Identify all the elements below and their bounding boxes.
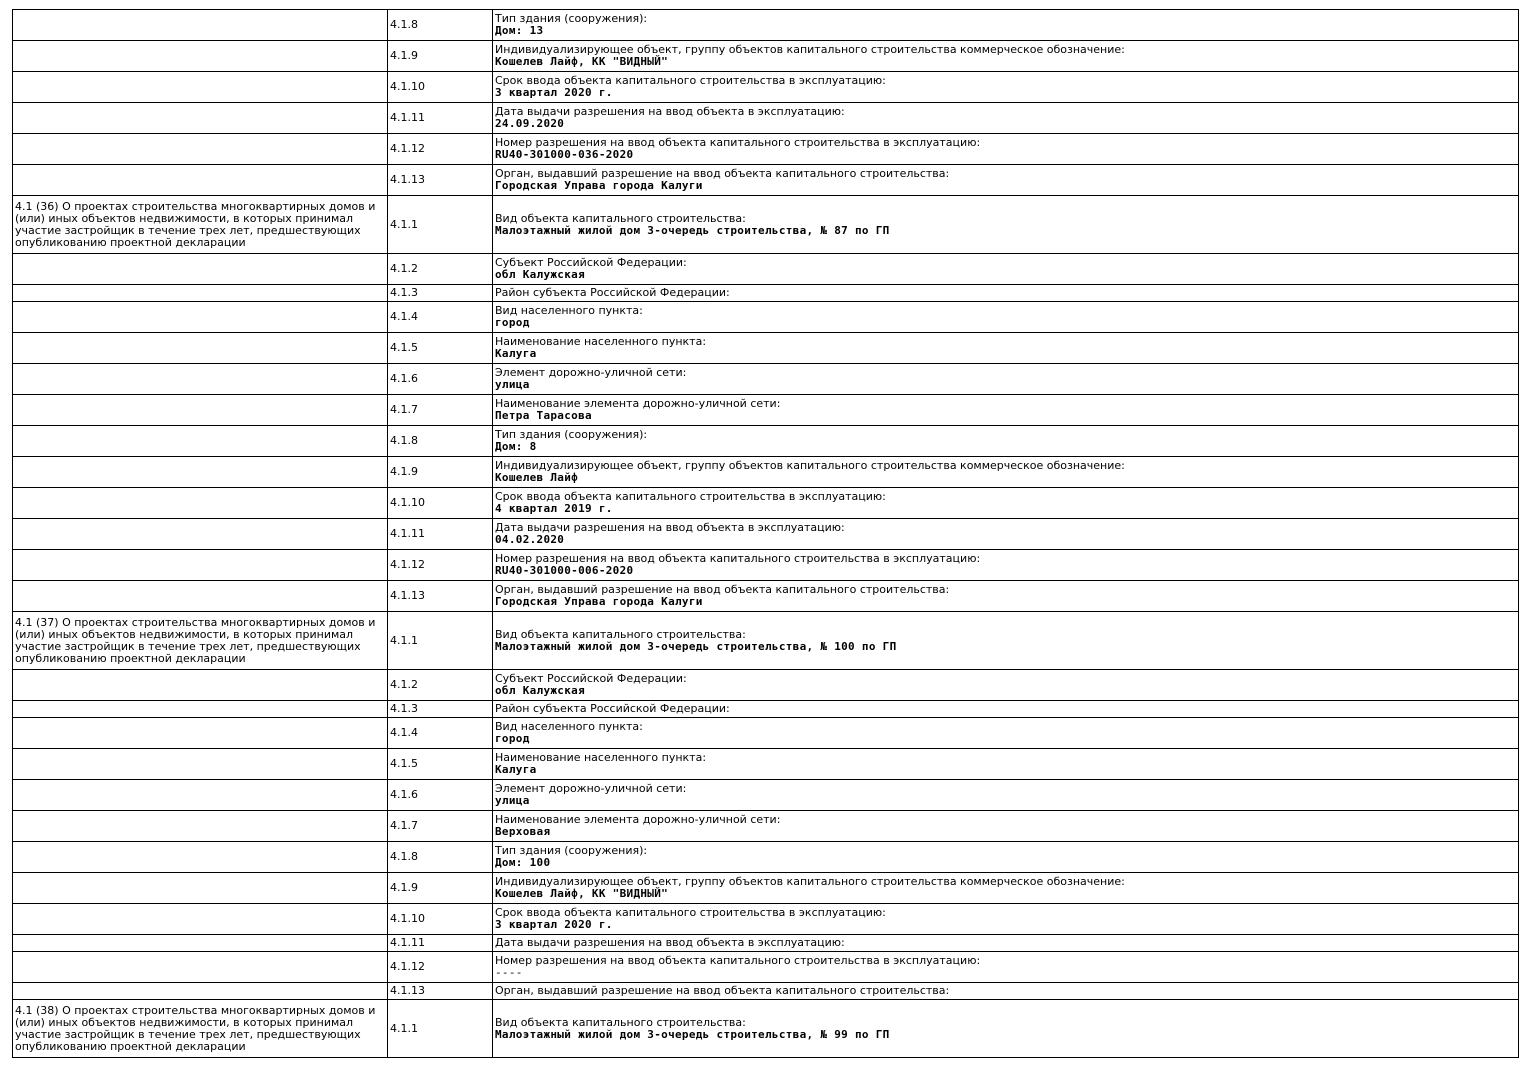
field-label: Район субъекта Российской Федерации: [495, 286, 730, 299]
section-cell [13, 488, 388, 519]
row-field [493, 1000, 1519, 1058]
table-row [13, 457, 1519, 488]
row-field [493, 426, 1519, 457]
field-label: Тип здания (сооружения): [495, 844, 648, 857]
field-label: Тип здания (сооружения): [495, 428, 648, 441]
field-label: Индивидуализирующее объект, группу объектов капитального строительства коммерческое обозначение: [495, 43, 1125, 56]
table-row [13, 10, 1519, 41]
section-cell [13, 426, 388, 457]
section-cell [13, 134, 388, 165]
table-row [13, 72, 1519, 103]
field-label: Наименование элемента дорожно-уличной сети: [495, 813, 781, 826]
table-row [13, 550, 1519, 581]
field-label: Номер разрешения на ввод объекта капитального строительства в эксплуатацию: [495, 136, 981, 149]
row-field [493, 670, 1519, 701]
field-label: Район субъекта Российской Федерации: [495, 702, 730, 715]
section-cell [13, 519, 388, 550]
row-code: 4.1.1 [388, 612, 493, 670]
field-label: Срок ввода объекта капитального строительства в эксплуатацию: [495, 906, 886, 919]
row-code: 4.1.9 [388, 873, 493, 904]
row-code: 4.1.7 [388, 811, 493, 842]
field-label: Номер разрешения на ввод объекта капитального строительства в эксплуатацию: [495, 552, 981, 565]
row-field [493, 701, 1519, 718]
field-label: Вид объекта капитального строительства: [495, 1015, 746, 1029]
section-cell [13, 718, 388, 749]
row-field [493, 811, 1519, 842]
field-label: Срок ввода объекта капитального строительства в эксплуатацию: [495, 74, 886, 87]
section-cell [13, 581, 388, 612]
row-field [493, 333, 1519, 364]
row-field [493, 488, 1519, 519]
row-code: 4.1.2 [388, 254, 493, 285]
row-code: 4.1.5 [388, 333, 493, 364]
field-label: Наименование элемента дорожно-уличной сети: [495, 397, 781, 410]
row-code: 4.1.1 [388, 1000, 493, 1058]
field-value: Малоэтажный жилой дом 3-очередь строительства, № 87 по ГП [495, 223, 890, 237]
field-label: Наименование населенного пункта: [495, 751, 707, 764]
declaration-table-body [13, 10, 1519, 1058]
field-value: RU40-301000-006-2020 [495, 564, 634, 577]
section-cell [13, 842, 388, 873]
table-row [13, 581, 1519, 612]
field-label: Дата выдачи разрешения на ввод объекта в эксплуатацию: [495, 105, 845, 118]
table-row [13, 488, 1519, 519]
table-row [13, 395, 1519, 426]
row-code: 4.1.8 [388, 842, 493, 873]
table-row [13, 612, 1519, 670]
field-value: Петра Тарасова [495, 409, 592, 422]
row-code: 4.1.12 [388, 550, 493, 581]
table-row [13, 41, 1519, 72]
table-row [13, 749, 1519, 780]
row-field [493, 612, 1519, 670]
row-code: 4.1.12 [388, 952, 493, 983]
field-label: Вид объекта капитального строительства: [495, 627, 746, 641]
row-field [493, 780, 1519, 811]
table-row [13, 842, 1519, 873]
row-field [493, 550, 1519, 581]
row-code: 4.1.12 [388, 134, 493, 165]
row-code: 4.1.11 [388, 935, 493, 952]
table-row [13, 165, 1519, 196]
row-field [493, 395, 1519, 426]
row-field [493, 165, 1519, 196]
section-cell [13, 72, 388, 103]
section-cell [13, 749, 388, 780]
field-value: 3 квартал 2020 г. [495, 918, 613, 931]
section-cell [13, 302, 388, 333]
table-row [13, 718, 1519, 749]
field-value: обл Калужская [495, 684, 585, 697]
section-cell [13, 457, 388, 488]
row-code: 4.1.9 [388, 457, 493, 488]
row-code: 4.1.10 [388, 488, 493, 519]
field-value: Городская Управа города Калуги [495, 179, 703, 192]
row-code: 4.1.11 [388, 103, 493, 134]
table-row [13, 333, 1519, 364]
section-title: 4.1 (38) О проектах строительства многоквартирных домов и (или) иных объектов недвижимости, в которых принимал участие застройщик в течение трех лет, предшествующих опубликованию проектной декларации [13, 1000, 388, 1058]
table-row [13, 983, 1519, 1000]
section-title: 4.1 (36) О проектах строительства многоквартирных домов и (или) иных объектов недвижимости, в которых принимал участие застройщик в течение трех лет, предшествующих опубликованию проектной декларации [13, 196, 388, 254]
row-code: 4.1.4 [388, 718, 493, 749]
table-row [13, 302, 1519, 333]
row-field [493, 983, 1519, 1000]
table-row [13, 780, 1519, 811]
table-row [13, 254, 1519, 285]
field-value: Малоэтажный жилой дом 3-очередь строительства, № 100 по ГП [495, 639, 897, 653]
field-value: обл Калужская [495, 268, 585, 281]
row-field [493, 873, 1519, 904]
section-cell [13, 873, 388, 904]
section-cell [13, 285, 388, 302]
row-field [493, 254, 1519, 285]
section-cell [13, 103, 388, 134]
row-code: 4.1.7 [388, 395, 493, 426]
section-cell [13, 550, 388, 581]
field-value: Дом: 100 [495, 856, 551, 869]
field-value: Малоэтажный жилой дом 3-очередь строительства, № 99 по ГП [495, 1027, 890, 1041]
row-code: 4.1.6 [388, 780, 493, 811]
row-code: 4.1.10 [388, 904, 493, 935]
row-field [493, 952, 1519, 983]
table-row [13, 873, 1519, 904]
field-value: Верховая [495, 825, 551, 838]
row-field [493, 842, 1519, 873]
field-label: Дата выдачи разрешения на ввод объекта в эксплуатацию: [495, 521, 845, 534]
field-label: Вид объекта капитального строительства: [495, 211, 746, 225]
field-label: Орган, выдавший разрешение на ввод объекта капитального строительства: [495, 583, 950, 596]
row-code: 4.1.3 [388, 285, 493, 302]
section-cell [13, 10, 388, 41]
row-code: 4.1.8 [388, 426, 493, 457]
section-cell [13, 935, 388, 952]
section-cell [13, 364, 388, 395]
section-cell [13, 983, 388, 1000]
row-code: 4.1.13 [388, 581, 493, 612]
section-cell [13, 254, 388, 285]
table-row [13, 196, 1519, 254]
field-value: Кошелев Лайф, КК "ВИДНЫЙ" [495, 55, 669, 68]
section-cell [13, 41, 388, 72]
section-cell [13, 165, 388, 196]
table-row [13, 426, 1519, 457]
field-label: Вид населенного пункта: [495, 304, 643, 317]
field-value: Калуга [495, 347, 537, 360]
row-field [493, 364, 1519, 395]
field-value: улица [495, 378, 530, 391]
field-label: Дата выдачи разрешения на ввод объекта в эксплуатацию: [495, 936, 845, 949]
section-cell [13, 670, 388, 701]
field-value: Дом: 13 [495, 24, 544, 37]
field-label: Тип здания (сооружения): [495, 12, 648, 25]
field-label: Индивидуализирующее объект, группу объектов капитального строительства коммерческое обозначение: [495, 875, 1125, 888]
section-cell [13, 780, 388, 811]
field-value: Калуга [495, 763, 537, 776]
field-label: Орган, выдавший разрешение на ввод объекта капитального строительства: [495, 984, 950, 997]
field-value: Кошелев Лайф, КК "ВИДНЫЙ" [495, 887, 669, 900]
row-code: 4.1.10 [388, 72, 493, 103]
field-label: Номер разрешения на ввод объекта капитального строительства в эксплуатацию: [495, 954, 981, 967]
row-field [493, 718, 1519, 749]
table-row [13, 1000, 1519, 1058]
row-code: 4.1.11 [388, 519, 493, 550]
field-label: Вид населенного пункта: [495, 720, 643, 733]
row-code: 4.1.5 [388, 749, 493, 780]
table-row [13, 904, 1519, 935]
field-label: Индивидуализирующее объект, группу объектов капитального строительства коммерческое обозначение: [495, 459, 1125, 472]
table-row [13, 935, 1519, 952]
row-field [493, 457, 1519, 488]
field-label: Элемент дорожно-уличной сети: [495, 366, 687, 379]
section-cell [13, 395, 388, 426]
row-field [493, 10, 1519, 41]
row-field [493, 134, 1519, 165]
row-field [493, 41, 1519, 72]
row-field [493, 72, 1519, 103]
field-value: Кошелев Лайф [495, 471, 579, 484]
field-value: Дом: 8 [495, 440, 537, 453]
row-field [493, 935, 1519, 952]
row-field [493, 519, 1519, 550]
section-title: 4.1 (37) О проектах строительства многоквартирных домов и (или) иных объектов недвижимости, в которых принимал участие застройщик в течение трех лет, предшествующих опубликованию проектной декларации [13, 612, 388, 670]
row-code: 4.1.1 [388, 196, 493, 254]
table-row [13, 701, 1519, 718]
field-label: Элемент дорожно-уличной сети: [495, 782, 687, 795]
field-value: 24.09.2020 [495, 117, 565, 130]
table-row [13, 285, 1519, 302]
section-cell [13, 952, 388, 983]
field-value: 4 квартал 2019 г. [495, 502, 613, 515]
row-field [493, 749, 1519, 780]
field-value: Городская Управа города Калуги [495, 595, 703, 608]
section-cell [13, 333, 388, 364]
row-field [493, 904, 1519, 935]
field-value: 04.02.2020 [495, 533, 565, 546]
field-value: ---- [495, 966, 523, 979]
row-code: 4.1.8 [388, 10, 493, 41]
field-label: Орган, выдавший разрешение на ввод объекта капитального строительства: [495, 167, 950, 180]
row-code: 4.1.6 [388, 364, 493, 395]
field-label: Субъект Российской Федерации: [495, 256, 687, 269]
row-code: 4.1.2 [388, 670, 493, 701]
row-field [493, 285, 1519, 302]
row-field [493, 196, 1519, 254]
row-field [493, 302, 1519, 333]
table-row [13, 103, 1519, 134]
row-code: 4.1.13 [388, 983, 493, 1000]
table-row [13, 670, 1519, 701]
section-cell [13, 904, 388, 935]
table-row [13, 134, 1519, 165]
field-label: Срок ввода объекта капитального строительства в эксплуатацию: [495, 490, 886, 503]
declaration-table [12, 9, 1519, 1058]
row-field [493, 581, 1519, 612]
table-row [13, 811, 1519, 842]
table-row [13, 952, 1519, 983]
field-value: RU40-301000-036-2020 [495, 148, 634, 161]
field-label: Наименование населенного пункта: [495, 335, 707, 348]
field-label: Субъект Российской Федерации: [495, 672, 687, 685]
row-code: 4.1.9 [388, 41, 493, 72]
field-value: город [495, 732, 530, 745]
section-cell [13, 701, 388, 718]
field-value: улица [495, 794, 530, 807]
table-row [13, 364, 1519, 395]
row-code: 4.1.4 [388, 302, 493, 333]
row-code: 4.1.3 [388, 701, 493, 718]
table-row [13, 519, 1519, 550]
field-value: 3 квартал 2020 г. [495, 86, 613, 99]
row-code: 4.1.13 [388, 165, 493, 196]
section-cell [13, 811, 388, 842]
field-value: город [495, 316, 530, 329]
row-field [493, 103, 1519, 134]
